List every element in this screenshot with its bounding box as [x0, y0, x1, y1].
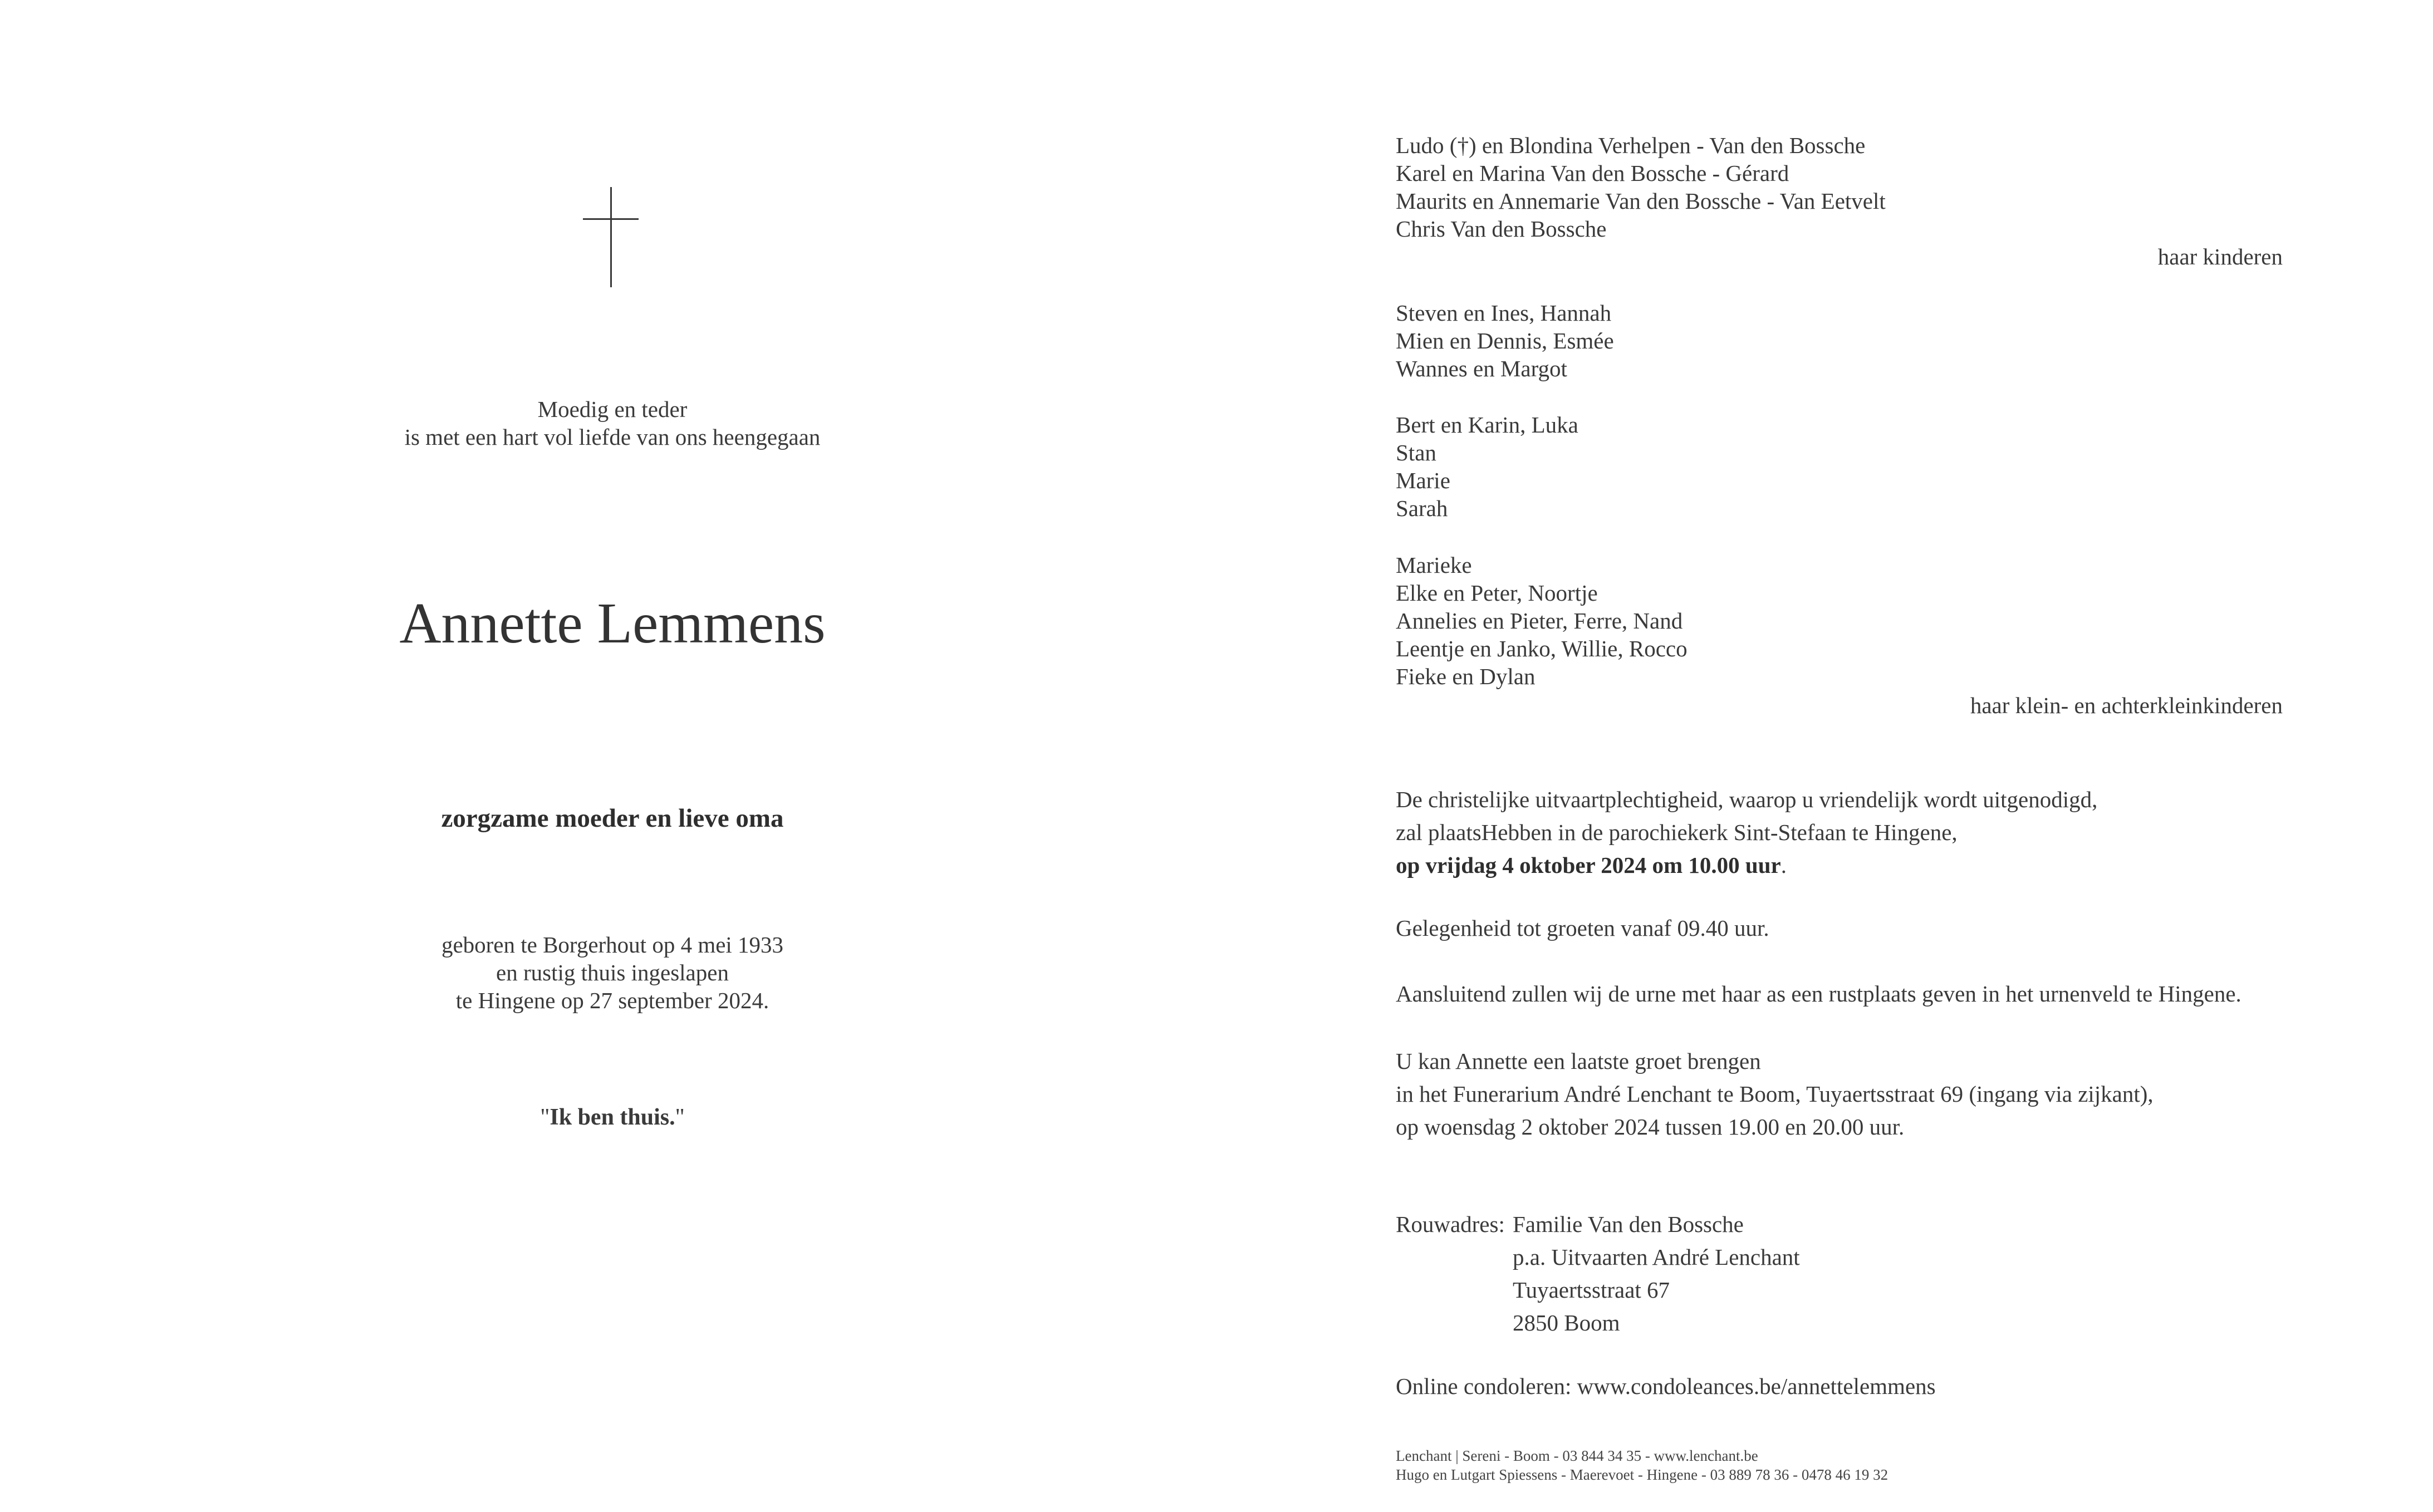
ceremony-line: zal plaatsHebben in de parochiekerk Sint-Stefaan te Hingene,	[1396, 819, 1958, 845]
birth-death-info	[334, 931, 891, 1014]
ceremony-line: De christelijke uitvaartplechtigheid, waarop u vriendelijk wordt uitgenodigd,	[1396, 787, 2098, 812]
address-line: Familie Van den Bossche	[1513, 1211, 1744, 1237]
intro-text	[334, 395, 891, 451]
subtitle: zorgzame moeder en lieve oma	[441, 804, 784, 833]
address-label: Rouwadres:	[1396, 1211, 1505, 1237]
children-label: haar kinderen	[2157, 244, 2283, 269]
address-line: Tuyaertsstraat 67	[1513, 1277, 1670, 1303]
online-condolences: Online condoleren: www.condoleances.be/annettelemmens	[1396, 1373, 1936, 1399]
birth-line: te Hingene op 27 september 2024.	[455, 988, 769, 1013]
list-item: Wannes en Margot	[1396, 356, 1567, 381]
quote	[334, 1102, 891, 1133]
footer-line: Hugo en Lutgart Spiessens - Maerevoet - Hingene - 03 889 78 36 - 0478 46 19 32	[1396, 1466, 1888, 1483]
list-item: Stan	[1396, 440, 1436, 465]
footer-line: Lenchant | Sereni - Boom - 03 844 34 35 - www.lenchant.be	[1396, 1447, 1758, 1464]
grandchildren-group-2	[1396, 411, 1578, 522]
list-item: Mien en Dennis, Esmée	[1396, 328, 1614, 354]
grandchildren-group-3	[1396, 551, 1688, 690]
visit-line: op woensdag 2 oktober 2024 tussen 19.00 en 20.00 uur.	[1396, 1114, 1905, 1140]
grandchildren-label: haar klein- en achterkleinkinderen	[1970, 693, 2283, 718]
ceremony-date-bold: op vrijdag 4 oktober 2024 om 10.00 uur	[1396, 852, 1781, 878]
deceased-name: Annette Lemmens	[399, 591, 826, 655]
ceremony-date-suffix: .	[1780, 852, 1787, 878]
birth-line: en rustig thuis ingeslapen	[496, 960, 729, 985]
list-item: Maurits en Annemarie Van den Bossche - Van Eetvelt	[1396, 188, 1886, 214]
list-item: Marie	[1396, 468, 1450, 493]
visit-info	[1396, 1045, 2154, 1143]
cross-icon	[583, 187, 639, 287]
address-lines	[1513, 1208, 1800, 1339]
list-item: Steven en Ines, Hannah	[1396, 300, 1612, 326]
visit-line: U kan Annette een laatste groet brengen	[1396, 1048, 1761, 1074]
list-item: Fieke en Dylan	[1396, 664, 1536, 689]
list-item: Leentje en Janko, Willie, Rocco	[1396, 636, 1688, 661]
quote-close: "	[675, 1104, 685, 1130]
address-line: p.a. Uitvaarten André Lenchant	[1513, 1244, 1800, 1270]
list-item: Ludo (†) en Blondina Verhelpen - Van den Bossche	[1396, 132, 1866, 158]
visit-line: in het Funerarium André Lenchant te Boom, Tuyaertsstraat 69 (ingang via zijkant),	[1396, 1081, 2154, 1107]
list-item: Karel en Marina Van den Bossche - Gérard	[1396, 160, 1789, 186]
intro-line: Moedig en teder	[537, 396, 688, 422]
urn-info: Aansluitend zullen wij de urne met haar as een rustplaats geven in het urnenveld te Hingene.	[1396, 981, 2241, 1007]
footer-credits	[1396, 1446, 1888, 1484]
grandchildren-group-1	[1396, 299, 1614, 382]
list-item: Bert en Karin, Luka	[1396, 412, 1578, 438]
intro-line: is met een hart vol liefde van ons heengegaan	[404, 424, 821, 450]
list-item: Elke en Peter, Noortje	[1396, 580, 1598, 606]
birth-line: geboren te Borgerhout op 4 mei 1933	[441, 932, 784, 958]
list-item: Sarah	[1396, 495, 1448, 521]
ceremony-date	[1396, 849, 2097, 882]
quote-open: "	[540, 1104, 550, 1130]
cross-vertical-bar	[610, 187, 612, 287]
ceremony-info	[1396, 783, 2097, 882]
quote-text: Ik ben thuis.	[550, 1104, 675, 1130]
children-list	[1396, 131, 1886, 243]
greeting-info: Gelegenheid tot groeten vanaf 09.40 uur.	[1396, 915, 1769, 941]
cross-horizontal-bar	[583, 218, 639, 220]
address-line: 2850 Boom	[1513, 1310, 1620, 1336]
list-item: Chris Van den Bossche	[1396, 216, 1607, 242]
list-item: Marieke	[1396, 552, 1472, 578]
list-item: Annelies en Pieter, Ferre, Nand	[1396, 608, 1683, 634]
